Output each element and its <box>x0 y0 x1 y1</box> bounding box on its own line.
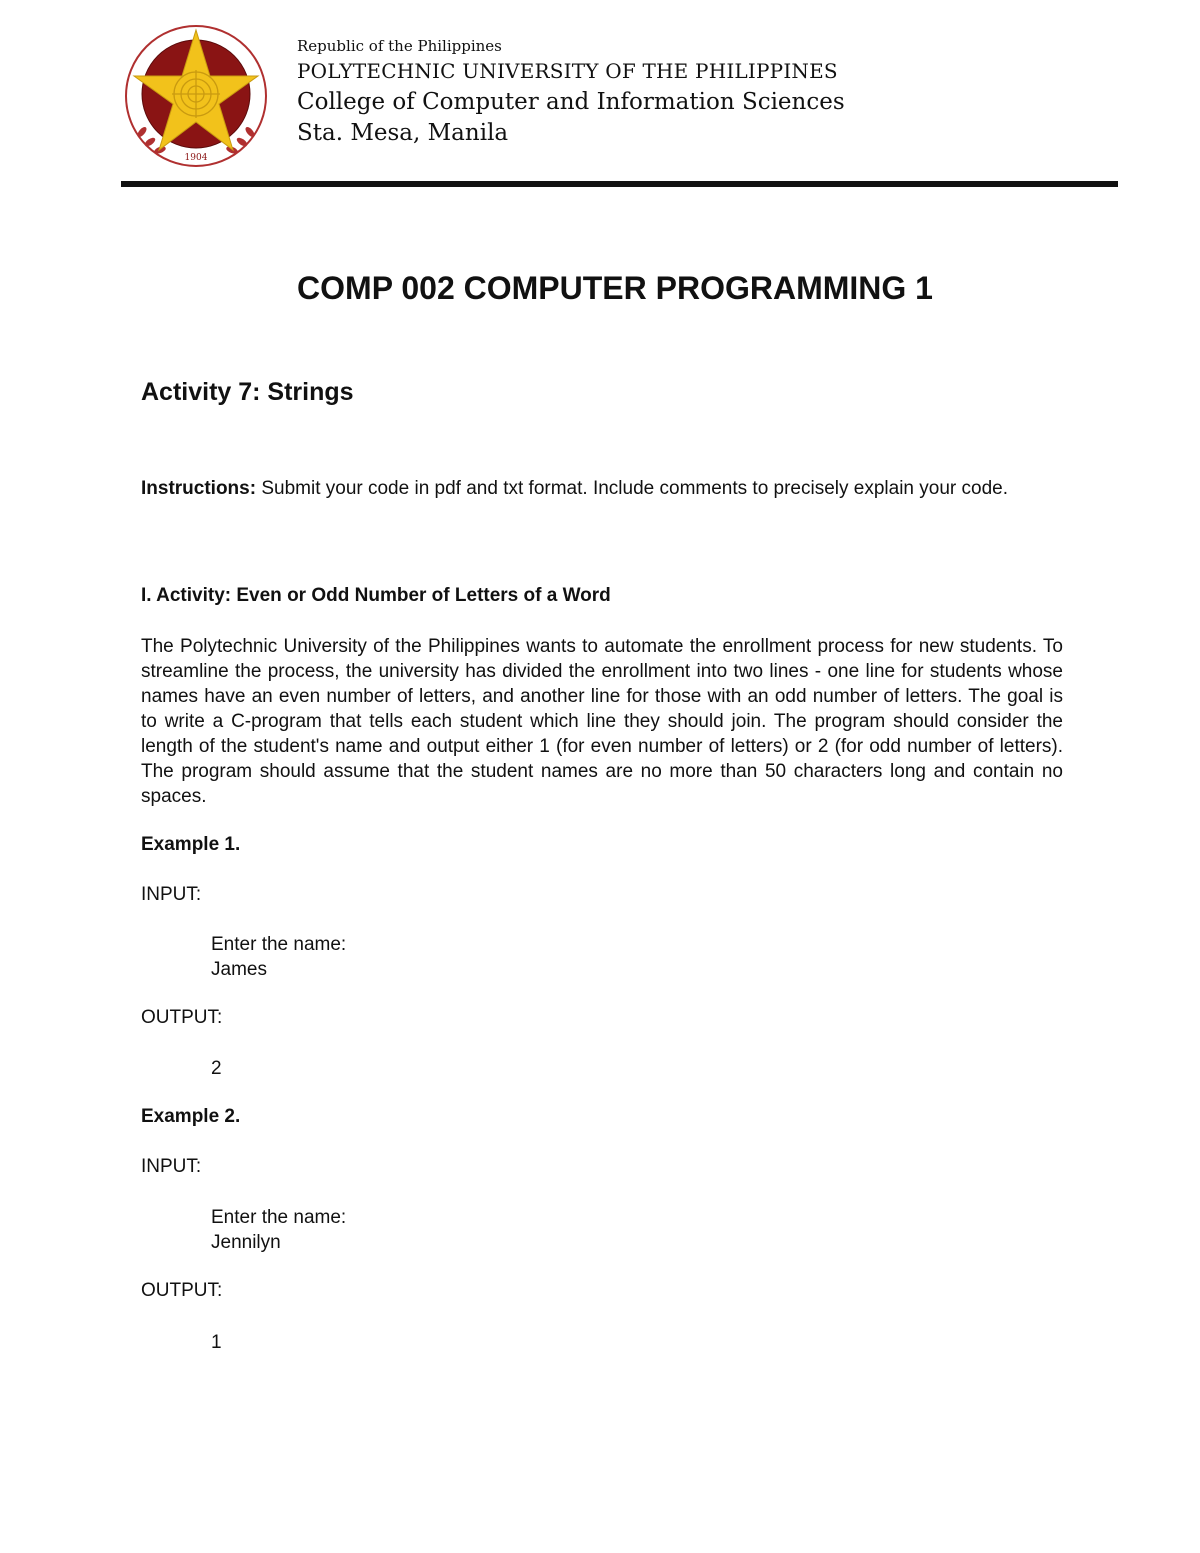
example-2-input-label: INPUT: <box>141 1156 202 1177</box>
example-1-prompt: Enter the name: <box>211 934 347 955</box>
example-2-label: Example 2. <box>141 1106 241 1127</box>
example-1-input-label: INPUT: <box>141 884 202 905</box>
svg-text:1904: 1904 <box>184 153 208 163</box>
university-seal-logo <box>122 22 270 170</box>
example-1-label: Example 1. <box>141 834 241 855</box>
letterhead <box>297 36 845 148</box>
problem-description: The Polytechnic University of the Philippines wants to automate the enrollment process for new students. To streamline the process, the university has divided the enrollment into two lines - one line for students whose names have an even number of letters, and another line for those with an odd number of letters. The goal is to write a C-program that tells each student which line they should join. The program should consider the length of the student's name and output either 1 (for even number of letters) or 2 (for odd number of letters). The program should assume that the student names are no more than 50 characters long and contain no spaces. <box>141 636 1063 807</box>
activity-title: Activity 7: Strings <box>141 378 354 406</box>
header-divider <box>121 181 1118 187</box>
course-title: COMP 002 COMPUTER PROGRAMMING 1 <box>297 270 933 306</box>
campus-location: Sta. Mesa, Manila <box>297 120 509 146</box>
instructions-label: Instructions: <box>141 478 257 499</box>
university-name: POLYTECHNIC UNIVERSITY OF THE PHILIPPINES <box>297 59 838 83</box>
republic-line: Republic of the Philippines <box>297 37 502 55</box>
example-1-output-value: 2 <box>211 1058 222 1079</box>
college-name: College of Computer and Information Sciences <box>297 89 845 115</box>
example-1-output-label: OUTPUT: <box>141 1007 223 1028</box>
instructions-text: Submit your code in pdf and txt format. Include comments to precisely explain your code. <box>256 478 1008 499</box>
example-2-prompt: Enter the name: <box>211 1207 347 1228</box>
example-1-input-value: James <box>211 959 267 980</box>
section-title: I. Activity: Even or Odd Number of Letters of a Word <box>141 585 611 606</box>
instructions <box>141 470 1051 507</box>
example-2-output-label: OUTPUT: <box>141 1280 223 1301</box>
example-2-output-value: 1 <box>211 1332 222 1353</box>
example-2-input-value: Jennilyn <box>211 1232 281 1253</box>
